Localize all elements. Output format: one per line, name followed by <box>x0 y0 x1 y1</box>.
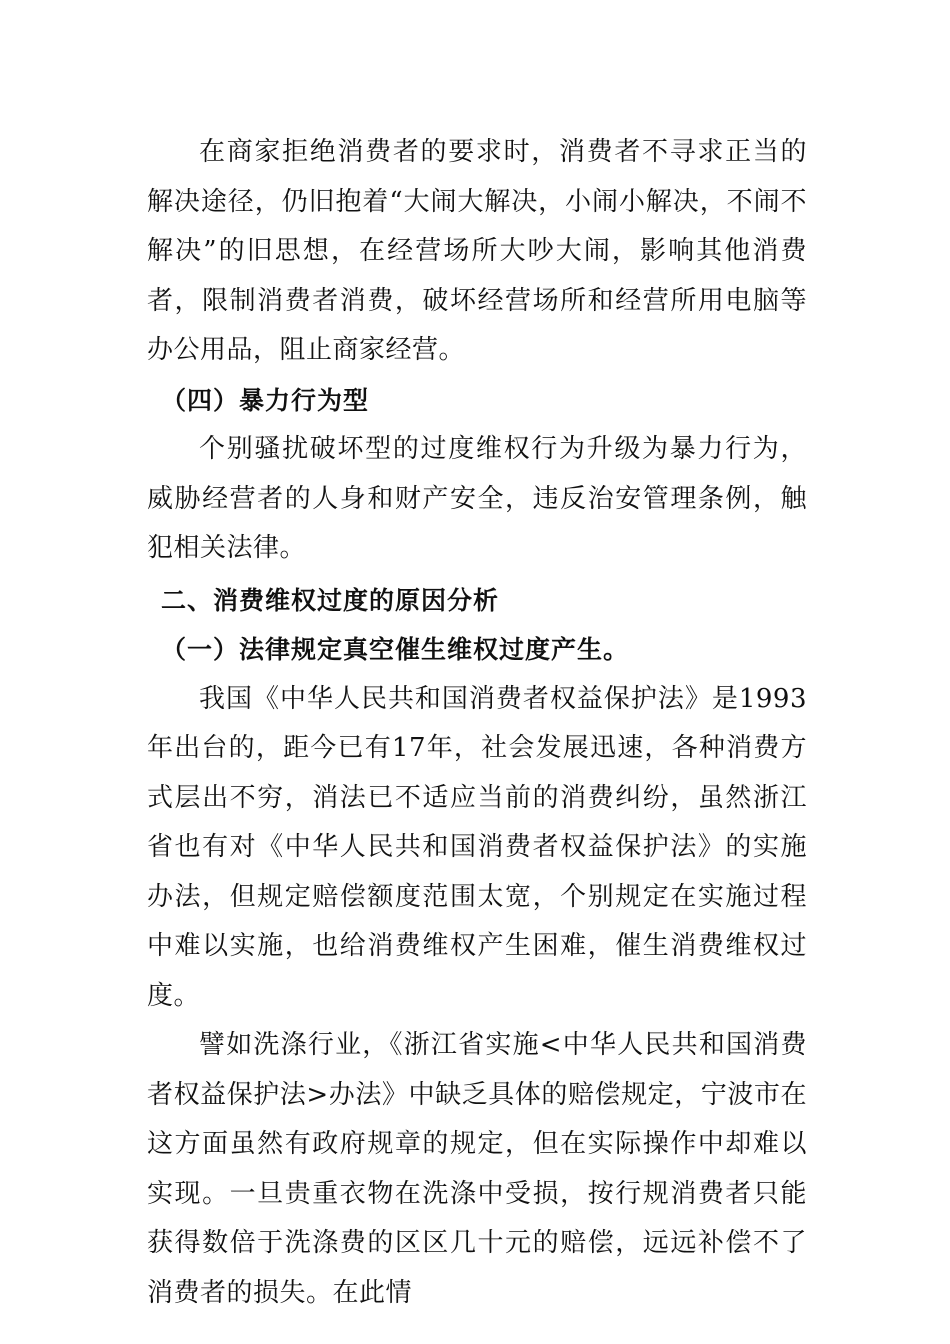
document-body <box>147 128 807 1318</box>
section-heading-violent-behavior: （四）暴力行为型 <box>161 385 370 415</box>
paragraph-violent-behavior: 个别骚扰破坏型的过度维权行为升级为暴力行为，威胁经营者的人身和财产安全，违反治安管理条例，触犯相关法律。 <box>147 434 807 563</box>
chapter-heading-cause-analysis: 二、消费维权过度的原因分析 <box>161 585 500 615</box>
paragraph-merchant-refusal: 在商家拒绝消费者的要求时，消费者不寻求正当的解决途径，仍旧抱着“大闹大解决，小闹小解决，不闹不解决”的旧思想，在经营场所大吵大闹，影响其他消费者，限制消费者消费，破坏经营场所和经营所用电脑等办公用品，阻止商家经营。 <box>147 137 807 365</box>
paragraph-consumer-protection-law: 我国《中华人民共和国消费者权益保护法》是1993年出台的，距今已有17年，社会发展迅速，各种消费方式层出不穷，消法已不适应当前的消费纠纷，虽然浙江省也有对《中华人民共和国消费者权益保护法》的实施办法，但规定赔偿额度范围太宽，个别规定在实施过程中难以实施，也给消费维权产生困难，催生消费维权过度。 <box>147 683 807 1011</box>
paragraph-laundry-industry: 譬如洗涤行业，《浙江省实施<中华人民共和国消费者权益保护法>办法》中缺乏具体的赔偿规定，宁波市在这方面虽然有政府规章的规定，但在实际操作中却难以实现。一旦贵重衣物在洗涤中受损，按行规消费者只能获得数倍于洗涤费的区区几十元的赔偿，远远补偿不了消费者的损失。在此情 <box>147 1030 807 1308</box>
section-heading-legal-vacuum: （一）法律规定真空催生维权过度产生。 <box>161 635 630 664</box>
